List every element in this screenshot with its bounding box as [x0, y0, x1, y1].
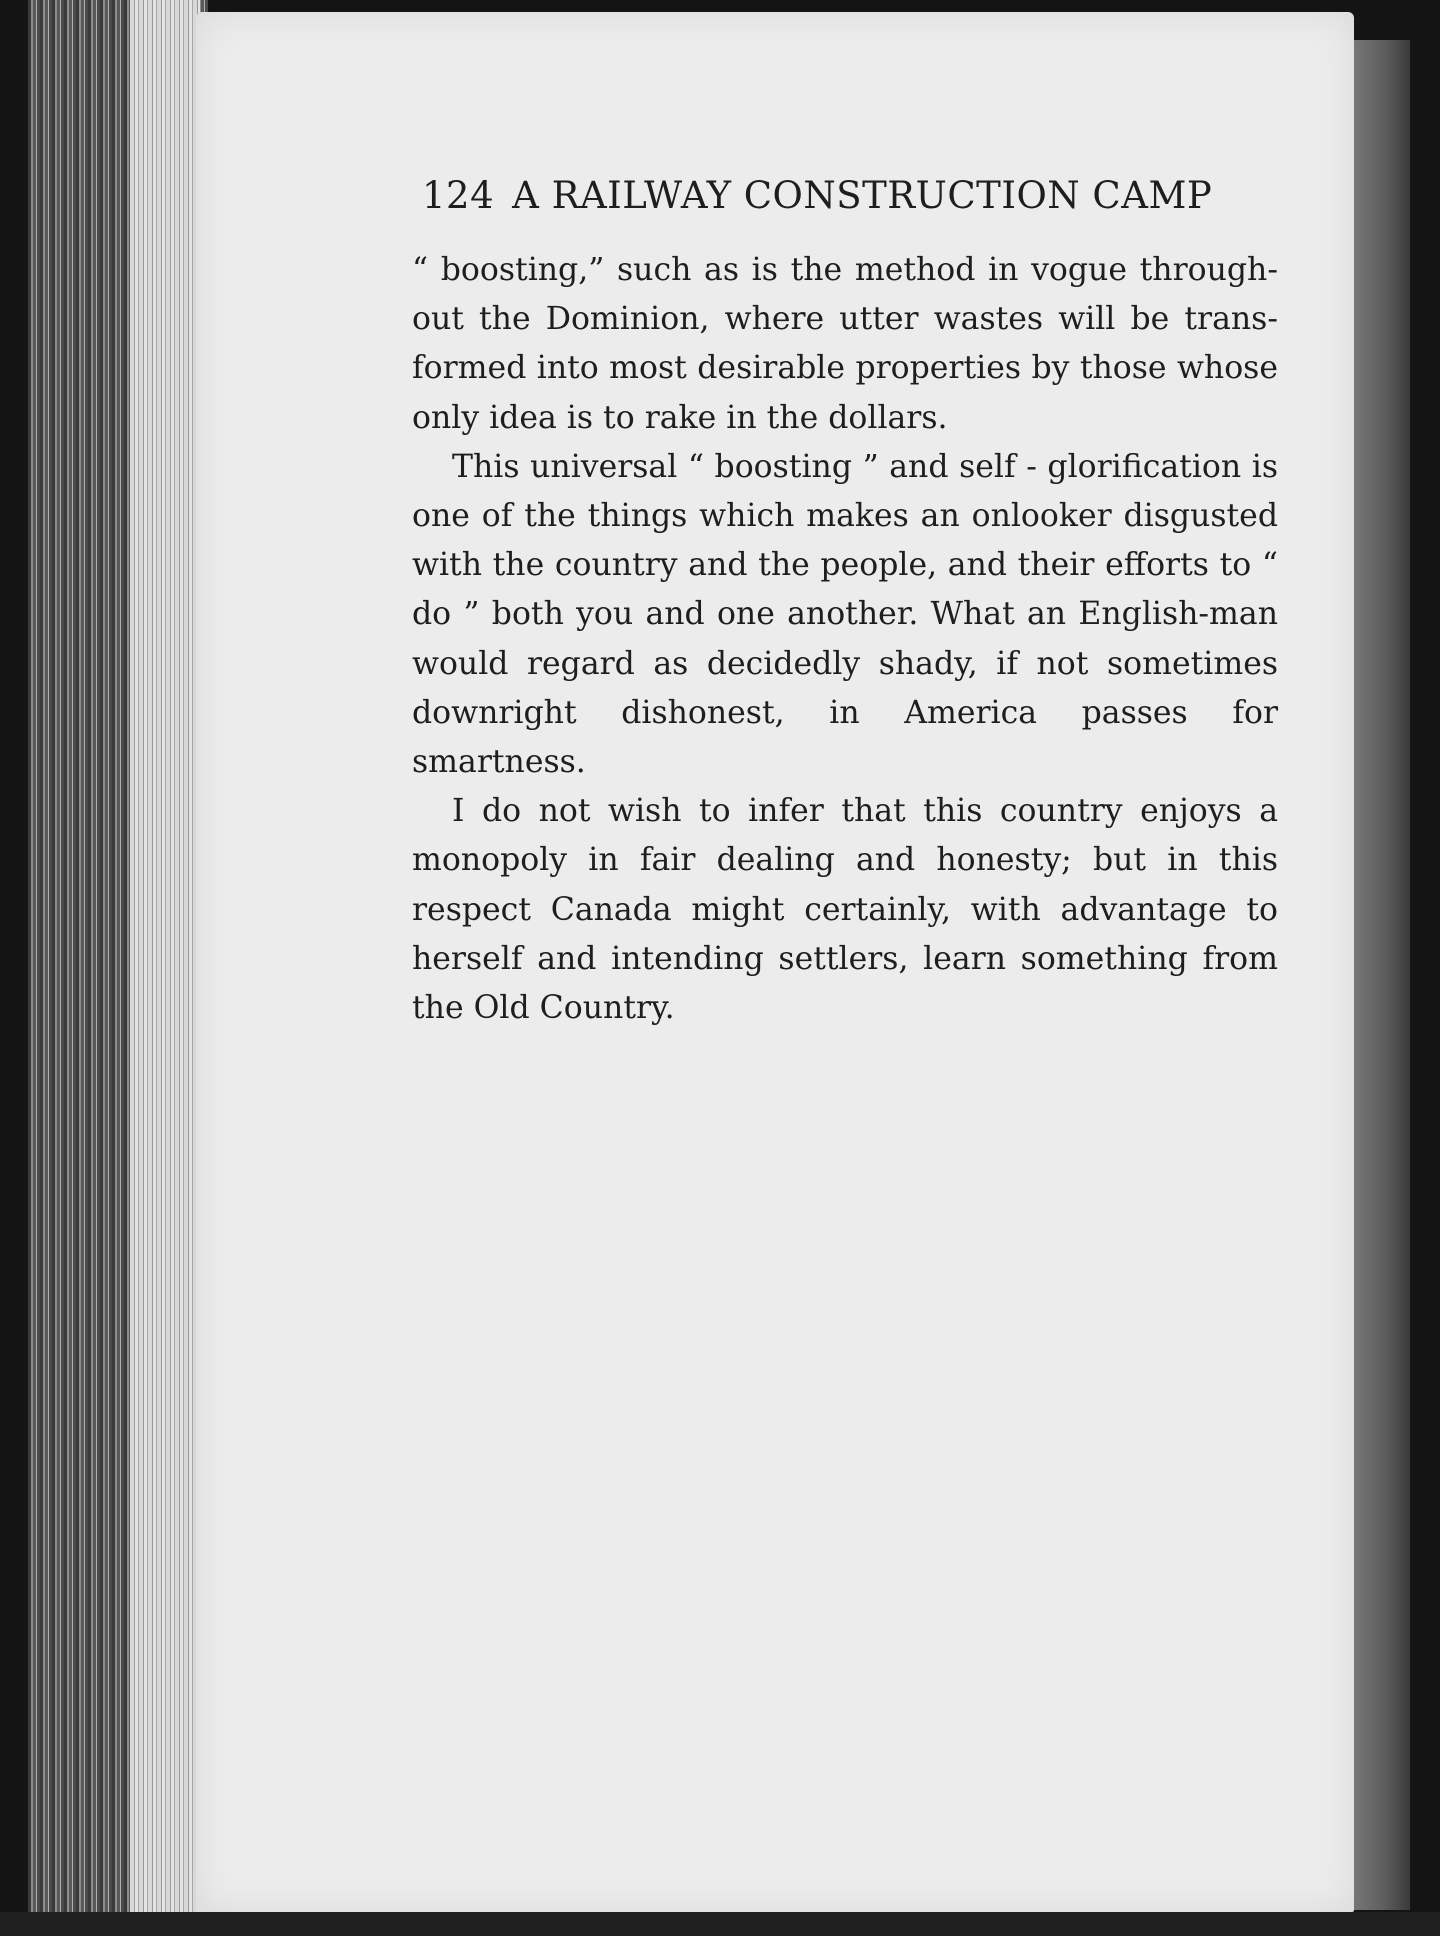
page-edges-light: [130, 0, 200, 1936]
paragraph-3: I do not wish to infer that this country enjoys a monopoly in fair dealing and honesty; but in this respect Canada might certainly, with advantage to herself and intending settlers, learn something from the Old Country.: [412, 793, 1278, 1027]
paragraph-2: This universal “ boosting ” and self - glorification is one of the things which makes an onlooker disgusted with the country and the people, and their efforts to “ do ” both you and one another. What an English-man would regard as decidedly shady, if not sometimes downright dishonest, in America passes for smartness.: [412, 448, 1278, 781]
body-text: [412, 246, 1278, 1033]
facing-page-edge: [1350, 40, 1410, 1910]
page-number: 124: [422, 174, 495, 217]
paragraph-1: “ boosting,” such as is the method in vogue through-out the Dominion, where utter wastes will be trans-formed into most desirable properties by those whose only idea is to rake in the dollars.: [412, 252, 1278, 436]
running-head: [422, 174, 1213, 217]
scan-border-bottom: [0, 1912, 1440, 1936]
running-title: A RAILWAY CONSTRUCTION CAMP: [512, 174, 1213, 217]
